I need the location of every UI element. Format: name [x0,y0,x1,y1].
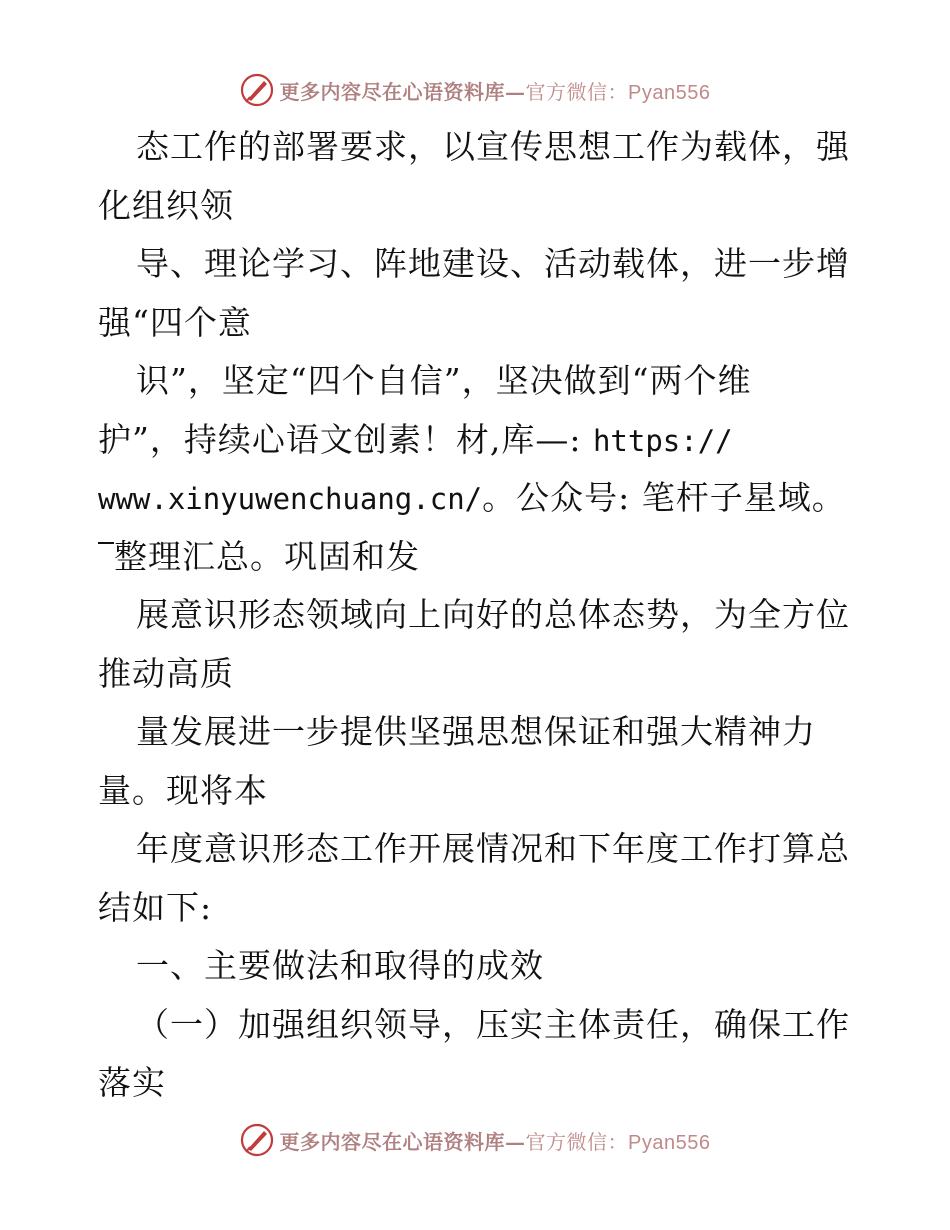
banner-text [280,76,711,105]
quill-logo-icon [240,73,274,107]
text-segment: 整理汇总。巩固和发 [114,536,420,576]
text-segment: 护”，持续心语文创素！材,库—: [98,419,593,459]
overbar-mark [98,542,114,544]
text-line: 识”，坚定“四个自信”，坚决做到“两个维 [136,361,752,400]
text-segment: 。公众号: 笔杆子星域。 [482,478,846,517]
text-line-with-url [98,411,868,470]
website-url: www.xinyuwenchuang.cn/ [98,482,483,516]
document-body [98,118,868,1113]
header-banner [0,70,950,110]
text-line: 态工作的部署要求，以宣传思想工作为载体，强 [136,127,850,166]
text-line: 年度意识形态工作开展情况和下年度工作打算总 [136,829,850,868]
footer-banner [0,1120,950,1160]
text-line: 展意识形态领域向上向好的总体态势，为全方位 [136,595,850,634]
text-line: 化组织领 [98,185,234,225]
text-line: 强“四个意 [98,302,252,342]
text-line: 落实 [98,1063,166,1102]
banner-main-text: 更多内容尽在心语资料库— [279,1129,526,1154]
banner-wechat-text: 官方微信：Pyan556 [525,81,711,104]
quill-logo-icon [240,1123,274,1157]
text-line: 推动高质 [98,653,234,693]
url-prefix: https:// [592,423,733,458]
text-line [98,528,868,587]
text-line: 导、理论学习、阵地建设、活动载体，进一步增 [136,244,850,283]
text-line: 量发展进一步提供坚强思想保证和强大精神力 [136,712,816,751]
text-line: 结如下: [98,887,213,927]
banner-main-text: 更多内容尽在心语资料库— [279,79,526,104]
text-line: 量。现将本 [98,770,268,810]
section-heading: 一、主要做法和取得的成效 [136,946,544,985]
banner-wechat-text: 官方微信：Pyan556 [525,1131,711,1154]
banner-text [280,1126,711,1155]
text-line-with-url [98,469,868,528]
subsection-heading: （一）加强组织领导，压实主体责任，确保工作 [136,1004,850,1044]
